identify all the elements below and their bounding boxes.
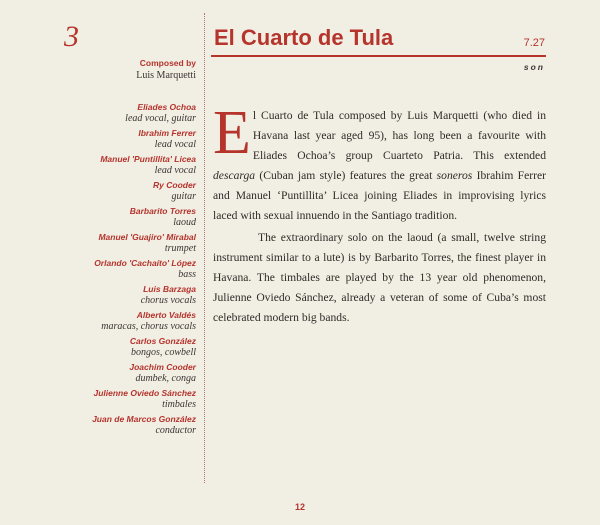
credit-name: Julienne Oviedo Sánchez <box>93 388 196 398</box>
title-rule <box>211 55 546 57</box>
credit-item <box>18 206 196 229</box>
credit-item <box>18 258 196 281</box>
credit-role: dumbek, conga <box>135 373 196 384</box>
credit-item <box>18 128 196 151</box>
credit-item <box>18 362 196 385</box>
credit-role: maracas, chorus vocals <box>101 321 196 332</box>
credit-name: Alberto Valdés <box>136 310 196 320</box>
credit-item <box>18 154 196 177</box>
credit-item <box>18 310 196 333</box>
credit-role: bongos, cowbell <box>131 347 196 358</box>
musician-credits-list <box>18 102 196 437</box>
track-number: 3 <box>64 20 79 53</box>
credit-item <box>18 414 196 437</box>
credit-name: Manuel 'Guajiro' Mirabal <box>98 232 196 242</box>
genre-label: son <box>523 62 545 72</box>
column-divider <box>204 13 205 483</box>
liner-notes-body <box>213 99 546 328</box>
credit-name: Juan de Marcos González <box>92 414 196 424</box>
credit-name: Eliades Ochoa <box>137 102 196 112</box>
credit-role: laoud <box>173 217 196 228</box>
credit-item <box>18 180 196 203</box>
paragraph-1: El Cuarto de Tula composed by Luis Marquetti (who died in Havana last year aged 95), has long been a favourite with Eliades Ochoa’s group Cuarteto Patria. This extended descarga (Cuban jam style) features the great soneros Ibrahim Ferrer and Manuel ‘Puntillita’ Licea joining Eliades in improvising lyrics laced with sexual innuendo in the Santiago tradition. <box>213 99 546 222</box>
credit-name: Barbarito Torres <box>129 206 196 216</box>
credit-name: Orlando 'Cachaíto' López <box>94 258 196 268</box>
credit-name: Ibrahim Ferrer <box>138 128 196 138</box>
credit-name: Manuel 'Puntillita' Licea <box>100 154 196 164</box>
credit-role: conductor <box>155 425 196 436</box>
credit-name: Carlos González <box>129 336 196 346</box>
page-number: 12 <box>294 502 305 512</box>
track-duration: 7.27 <box>523 37 545 49</box>
credit-role: lead vocal <box>154 165 196 176</box>
credit-item <box>18 232 196 255</box>
credit-role: timbales <box>162 399 196 410</box>
credit-item <box>18 284 196 307</box>
drop-cap: E <box>213 99 251 167</box>
credit-role: guitar <box>171 191 196 202</box>
composed-by-label: Composed by <box>139 58 196 68</box>
credit-item <box>18 388 196 411</box>
credit-name: Ry Cooder <box>153 180 196 190</box>
credits-column <box>18 58 196 440</box>
credit-role: bass <box>178 269 196 280</box>
credit-role: lead vocal <box>154 139 196 150</box>
credit-role: chorus vocals <box>140 295 196 306</box>
credit-role: lead vocal, guitar <box>125 113 196 124</box>
credit-item <box>18 102 196 125</box>
composer-name: Luis Marquetti <box>136 70 196 81</box>
credit-role: trumpet <box>164 243 196 254</box>
credit-item <box>18 336 196 359</box>
paragraph-2: The extraordinary solo on the laoud (a small, twelve string instrument similar to a lute) is by Barbarito Torres, the finest player in Havana. The timbales are played by the 13 year old phenomenon, Julienne Oviedo Sánchez, already a veteran of some of Cuba’s most celebrated modern big bands. <box>213 231 546 324</box>
credit-name: Joachim Cooder <box>129 362 196 372</box>
credit-name: Luis Barzaga <box>143 284 196 294</box>
song-title: El Cuarto de Tula <box>214 25 394 50</box>
